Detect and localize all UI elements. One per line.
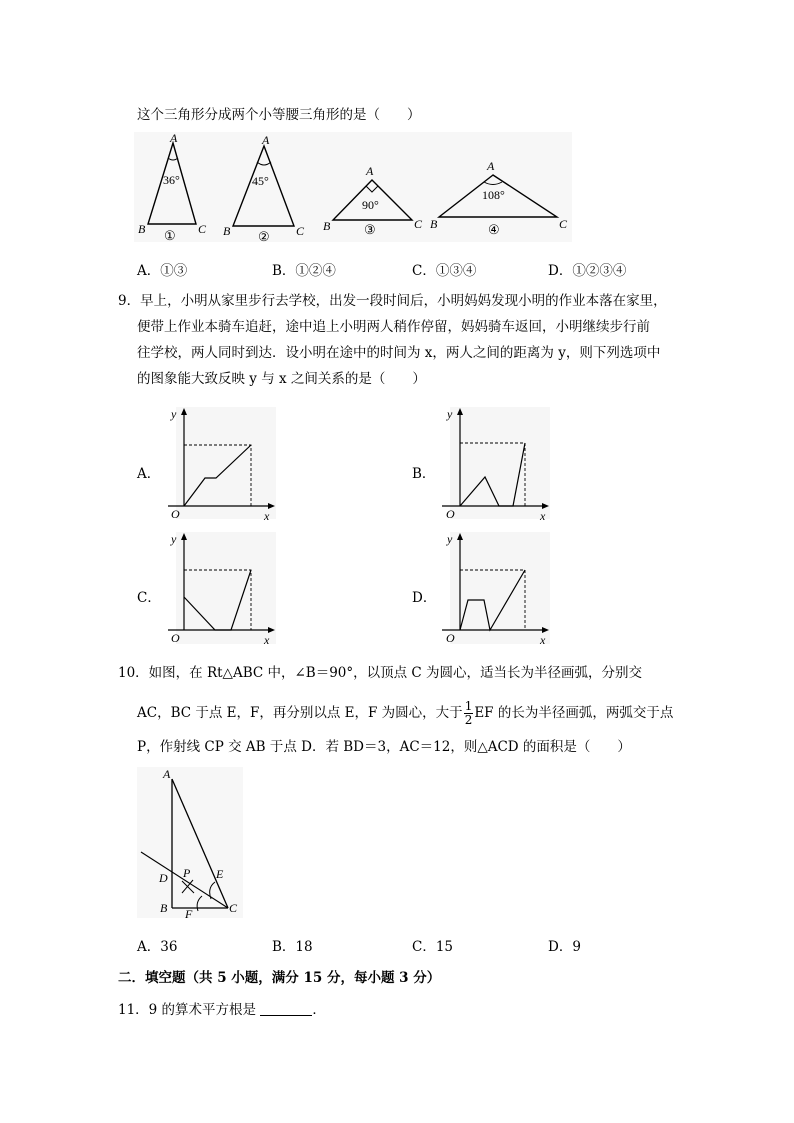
q11-line xyxy=(118,998,326,1018)
q10-option-b[interactable]: B．18 xyxy=(272,939,313,955)
q9-option-d-label[interactable]: D． xyxy=(412,590,437,606)
graph-b-y-label: y xyxy=(447,407,453,421)
t3-number-label: ③ xyxy=(364,222,376,237)
fig10-D-label: D xyxy=(159,871,168,885)
fraction-denominator: 2 xyxy=(464,713,473,727)
fig10-C-label: C xyxy=(229,901,238,915)
t2-A-label: A xyxy=(262,133,270,147)
q8-option-a[interactable]: A．①③ xyxy=(137,263,188,279)
q9-graph-a[interactable] xyxy=(158,405,278,523)
q9-option-c-label[interactable]: C． xyxy=(137,590,161,606)
graph-a-x-label: x xyxy=(264,509,270,523)
t3-B-label: B xyxy=(323,219,331,233)
q9-graph-b[interactable] xyxy=(432,405,552,523)
graph-d-x-label: x xyxy=(540,633,546,647)
t4-C-label: C xyxy=(559,217,568,231)
q11-end: ． xyxy=(312,1002,326,1018)
q10-line-2-part-a: AC，BC 于点 E，F，再分别以点 E，F 为圆心，大于 xyxy=(137,705,463,721)
q8-option-c[interactable]: C．①③④ xyxy=(412,263,477,279)
t3-C-label: C xyxy=(414,217,423,231)
q10-line-3: P，作射线 CP 交 AB 于点 D．若 BD＝3，AC＝12，则△ACD 的面积是（ ） xyxy=(137,739,631,755)
fraction-one-half xyxy=(464,700,474,727)
q10-line-1: 10．如图，在 Rt△ABC 中，∠B＝90°，以顶点 C 为圆心，适当长为半径画弧，分别交 xyxy=(118,665,643,681)
q8-option-b[interactable]: B．①②④ xyxy=(272,263,336,279)
t3-A-label: A xyxy=(366,164,374,178)
t4-B-label: B xyxy=(430,217,438,231)
fig10-P-label: P xyxy=(183,866,191,880)
section-2-title: 二．填空题（共 5 小题，满分 15 分，每小题 3 分） xyxy=(118,970,441,986)
graph-d-origin-label: O xyxy=(446,631,455,645)
graph-a-origin-label: O xyxy=(171,507,180,521)
t1-number-label: ① xyxy=(164,228,176,243)
graph-c-y-label: y xyxy=(171,532,177,546)
graph-d-y-label: y xyxy=(447,532,453,546)
t1-B-label: B xyxy=(138,222,146,236)
q9-line-2: 便带上作业本骑车追赶，途中追上小明两人稍作停留，妈妈骑车返回，小明继续步行前 xyxy=(137,319,650,335)
t1-angle-label: 36° xyxy=(163,173,180,187)
fig10-B-label: B xyxy=(160,901,168,915)
q10-option-c[interactable]: C．15 xyxy=(412,939,454,955)
t2-B-label: B xyxy=(223,224,231,238)
graph-c-x-label: x xyxy=(264,633,270,647)
graph-b-origin-label: O xyxy=(446,507,455,521)
graph-c-origin-label: O xyxy=(171,631,180,645)
q9-graph-d[interactable] xyxy=(432,530,552,648)
q8-option-d[interactable]: D．①②③④ xyxy=(548,263,627,279)
q10-line-2 xyxy=(137,700,673,727)
q9-line-3: 往学校，两人同时到达．设小明在途中的时间为 x，两人之间的距离为 y，则下列选项中 xyxy=(137,345,661,361)
q9-option-b-label[interactable]: B． xyxy=(412,466,436,482)
fig10-E-label: E xyxy=(216,867,224,881)
q9-line-4: 的图象能大致反映 y 与 x 之间关系的是（ ） xyxy=(137,371,426,387)
t2-C-label: C xyxy=(296,224,305,238)
t2-number-label: ② xyxy=(258,229,270,244)
q11-text: 11．9 的算术平方根是 xyxy=(118,1002,257,1018)
q9-line-1: 9．早上，小明从家里步行去学校，出发一段时间后，小明妈妈发现小明的作业本落在家里， xyxy=(118,293,667,309)
t4-angle-label: 108° xyxy=(482,188,505,202)
q8-stem: 这个三角形分成两个小等腰三角形的是（ ） xyxy=(137,107,421,123)
fig10-A-label: A xyxy=(163,767,171,781)
q8-triangles-figure xyxy=(130,128,580,246)
graph-b-x-label: x xyxy=(540,509,546,523)
q10-option-d[interactable]: D．9 xyxy=(548,939,581,955)
t1-C-label: C xyxy=(198,222,207,236)
q9-option-a-label[interactable]: A． xyxy=(137,466,161,482)
t3-angle-label: 90° xyxy=(362,198,379,212)
q11-answer-blank[interactable] xyxy=(260,1001,312,1016)
q10-line-2-part-b: EF 的长为半径画弧，两弧交于点 xyxy=(474,705,674,721)
t2-angle-label: 45° xyxy=(252,174,269,188)
q10-triangle-figure xyxy=(135,765,245,920)
t4-number-label: ④ xyxy=(488,222,500,237)
t4-A-label: A xyxy=(487,159,495,173)
fraction-numerator: 1 xyxy=(464,699,473,713)
q9-graph-c[interactable] xyxy=(158,530,278,648)
graph-a-y-label: y xyxy=(171,407,177,421)
fig10-F-label: F xyxy=(185,907,193,920)
t1-A-label: A xyxy=(170,131,178,145)
q10-option-a[interactable]: A．36 xyxy=(137,939,178,955)
